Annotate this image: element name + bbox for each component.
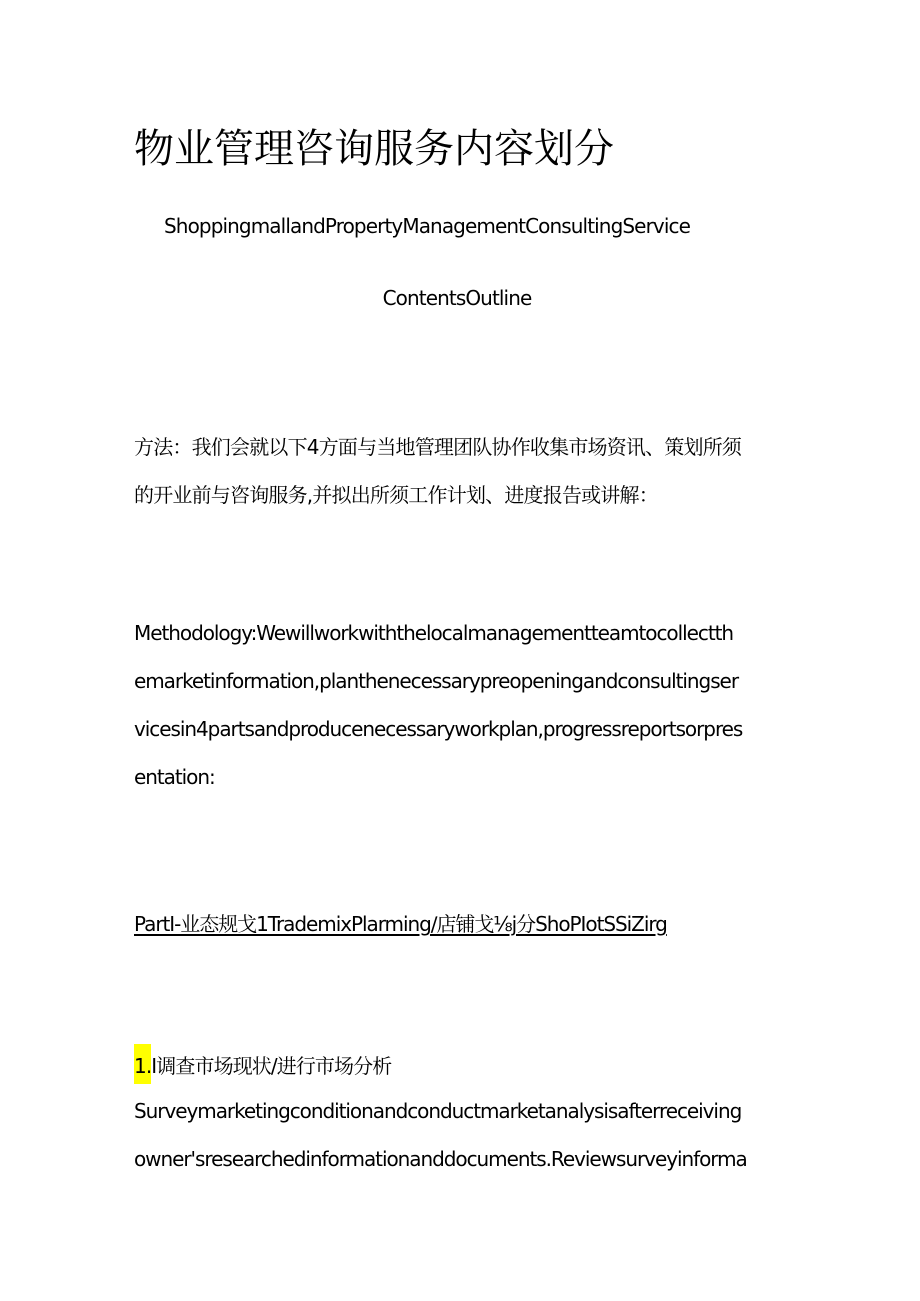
survey-en-line-1: Surveymarketingconditionandconductmarketanalysisafterreceiving [134,1099,742,1123]
section-1-1-heading [134,1050,391,1084]
method-en-line-3: vicesin4partsandproducenecessaryworkplan,progressreportsorpres [134,717,743,741]
survey-en-line-2: owner'sresearchedinformationanddocuments.Reviewsurveyinforma [134,1147,747,1171]
method-en-line-1: Methodology:Wewillworkwiththelocalmanagementteamtocollectth [134,621,734,645]
method-en-line-4: entation: [134,765,215,789]
method-cn-line-1: 方法：我们会就以下4方面与当地管理团队协作收集市场资讯、策划所须 [134,435,742,459]
subtitle-line-2: ContentsOutline [382,286,532,310]
subtitle-line-1: ShoppingmallandPropertyManagementConsultingService [164,214,690,238]
part-1-heading: PartI-业态规戈1TrademixPlarming∕店铺戈⅛j分ShoPIotSSiZirg [134,912,667,936]
method-cn-line-2: 的开业前与咨询服务,并拟出所须工作计划、进度报告或讲解： [134,483,658,507]
method-en-line-2: emarketinformation,planthenecessarypreopeningandconsultingser [134,669,738,693]
section-number-highlight: 1. [134,1044,151,1084]
document-title: 物业管理咨询服务内容划分 [134,126,614,172]
section-1-1-title: I调查市场现状/进行市场分析 [151,1054,392,1078]
